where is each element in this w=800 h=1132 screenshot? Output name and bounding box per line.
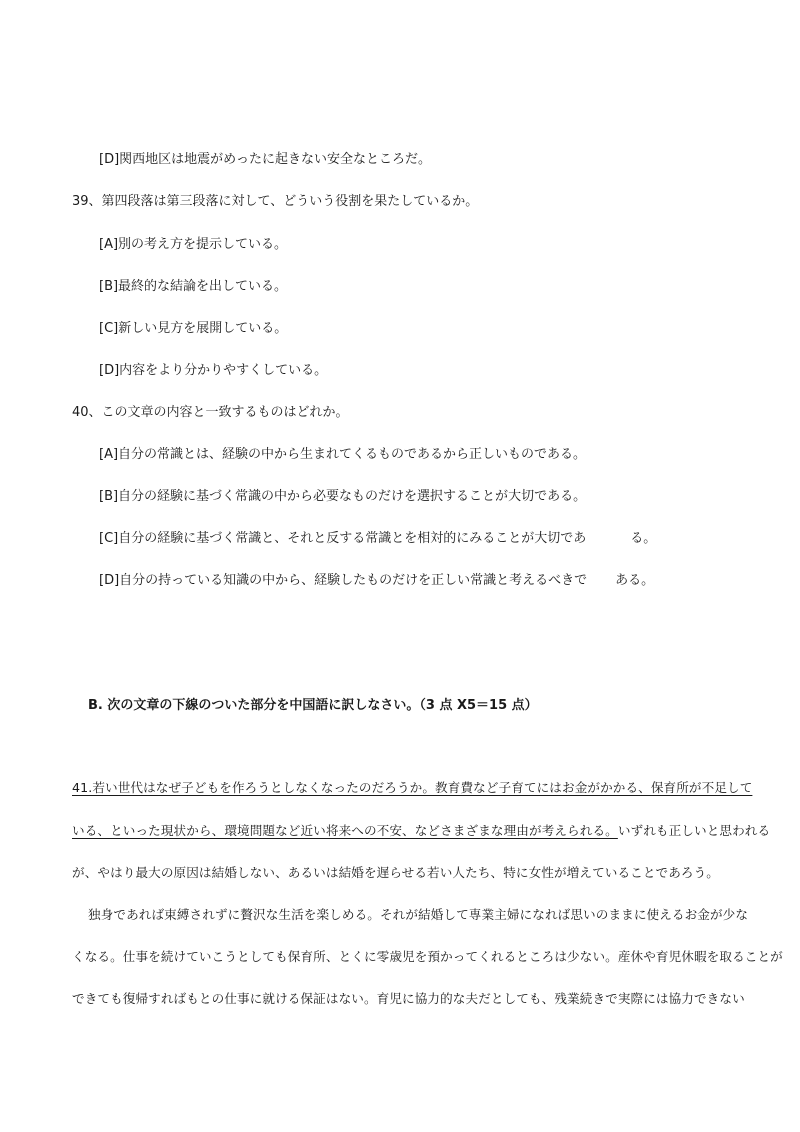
passage-line-6: できても復帰すればもとの仕事に就ける保証はない。育児に協力的な夫だとしても、残業続きで実際には協力できない	[72, 991, 745, 1006]
q38-option-d: [D]関西地区は地震がめったに起きない安全なところだ。	[99, 152, 432, 167]
q40-option-c-end: る。	[630, 531, 657, 546]
q39-option-d: [D]内容をより分かりやすくしている。	[99, 363, 328, 378]
q39-option-c: [C]新しい見方を展開している。	[99, 321, 288, 336]
q40-option-b: [B]自分の経験に基づく常識の中から必要なものだけを選択することが大切である。	[99, 489, 587, 504]
passage-line-2-rest: いずれも正しいと思われる	[617, 823, 771, 838]
q40-option-d-end: ある。	[615, 573, 655, 588]
q39-question: 39、第四段落は第三段落に対して、どういう役割を果たしているか。	[72, 194, 479, 209]
q40-option-c-text: [C]自分の経験に基づく常識と、それと反する常識とを相対的にみることが大切であ	[99, 531, 587, 546]
q40-option-a: [A]自分の常識とは、経験の中から生まれてくるものであるから正しいものである。	[99, 447, 587, 462]
q39-option-a: [A]別の考え方を提示している。	[99, 237, 288, 252]
section-b-heading: B. 次の文章の下線のついた部分を中国語に訳しなさい。（3 点 X5＝15 点）	[88, 698, 538, 713]
q39-option-b: [B]最終的な結論を出している。	[99, 279, 288, 294]
passage-line-2	[72, 820, 770, 839]
q40-option-c	[99, 527, 656, 546]
q40-option-d	[99, 569, 654, 588]
q40-question: 40、この文章の内容と一致するものはどれか。	[72, 405, 349, 420]
passage-underlined-2: いる、といった現状から、環境問題など近い将来への不安、などさまざまな理由が考えられる。	[72, 823, 618, 838]
passage-line-4: 独身であれば束縛されずに贅沢な生活を楽しめる。それが結婚して専業主婦になれば思いのままに使えるお金が少な	[88, 907, 749, 922]
passage-underlined-1: 41.若い世代はなぜ子どもを作ろうとしなくなったのだろうか。教育費など子育てにはお金がかかる、保育所が不足して	[72, 780, 753, 795]
passage-line-1	[72, 777, 752, 796]
passage-line-5: くなる。仕事を続けていこうとしても保育所、とくに零歳児を預かってくれるところは少ない。産休や育児休暇を取ることが	[72, 949, 783, 964]
q40-option-d-text: [D]自分の持っている知識の中から、経験したものだけを正しい常識と考えるべきで	[99, 573, 588, 588]
passage-line-3: が、やはり最大の原因は結婚しない、あるいは結婚を遅らせる若い人たち、特に女性が増えていることであろう。	[72, 865, 720, 880]
